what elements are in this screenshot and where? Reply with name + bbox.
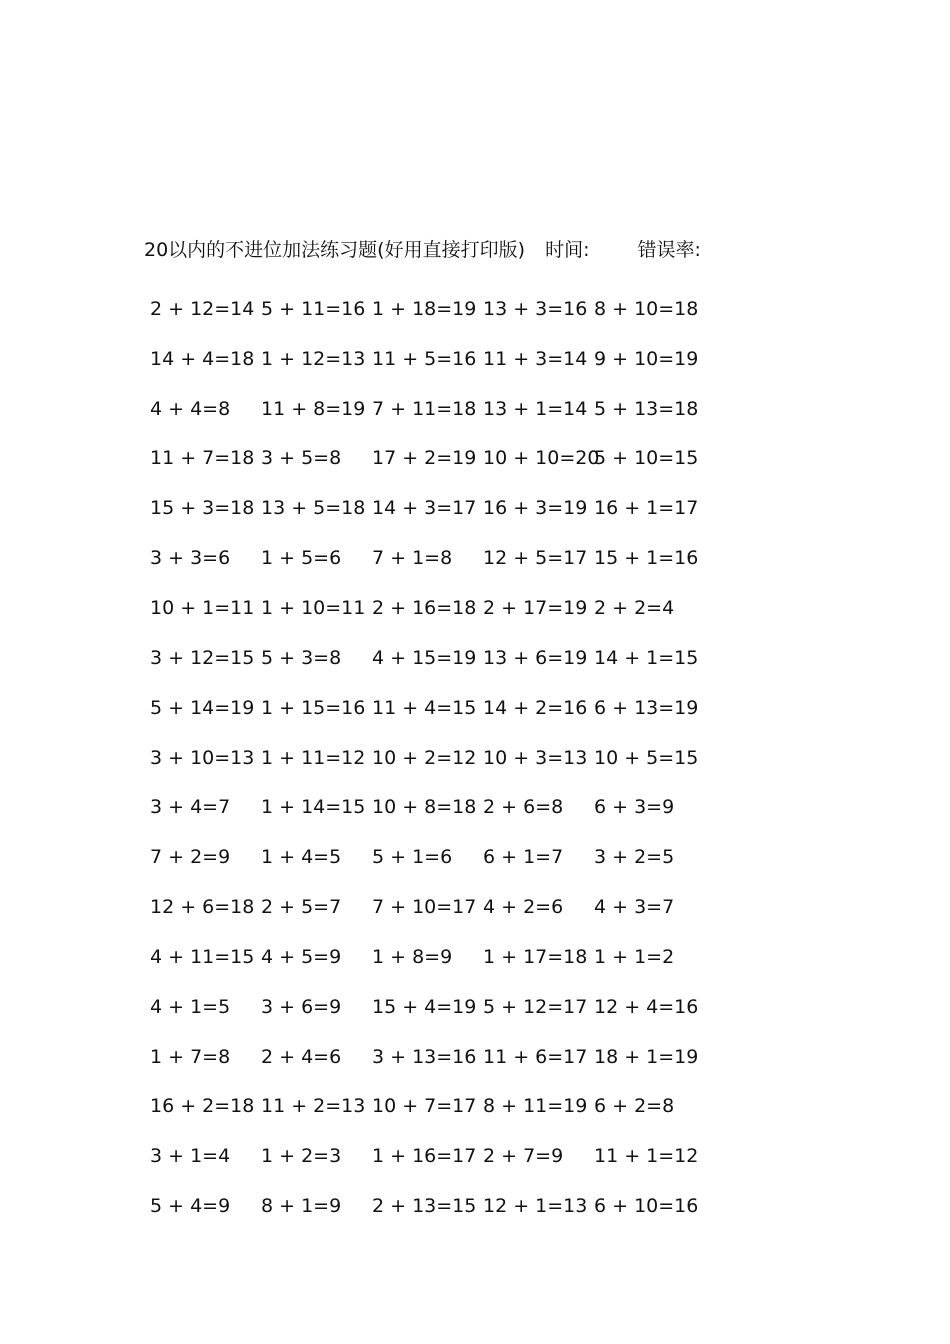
addition-problem: 14 + 1=15 (594, 646, 699, 669)
addition-problem: 7 + 11=18 (372, 397, 477, 420)
addition-problem: 14 + 2=16 (483, 696, 588, 719)
addition-problem: 1 + 7=8 (150, 1045, 231, 1068)
addition-problem: 3 + 13=16 (372, 1045, 477, 1068)
addition-problem: 1 + 4=5 (261, 846, 342, 869)
addition-problem: 3 + 4=7 (150, 796, 231, 819)
addition-problem: 15 + 1=16 (594, 547, 699, 570)
addition-problem: 4 + 5=9 (261, 945, 342, 968)
addition-problem: 11 + 6=17 (483, 1045, 588, 1068)
addition-problem: 4 + 15=19 (372, 646, 477, 669)
addition-problem: 1 + 1=2 (594, 945, 675, 968)
addition-problem: 4 + 1=5 (150, 995, 231, 1018)
addition-problem: 10 + 1=11 (150, 596, 255, 619)
addition-problem: 4 + 3=7 (594, 896, 675, 919)
addition-problem: 2 + 6=8 (483, 796, 564, 819)
addition-problem: 2 + 4=6 (261, 1045, 342, 1068)
addition-problem: 10 + 3=13 (483, 746, 588, 769)
addition-problem: 2 + 7=9 (483, 1145, 564, 1168)
problem-row (150, 882, 730, 932)
error-rate-label: 错误率: (637, 239, 701, 261)
addition-problem: 1 + 14=15 (261, 796, 366, 819)
addition-problem: 3 + 12=15 (150, 646, 255, 669)
problem-row (150, 483, 730, 533)
addition-problem: 6 + 1=7 (483, 846, 564, 869)
addition-problem: 5 + 12=17 (483, 995, 588, 1018)
addition-problem: 11 + 7=18 (150, 447, 255, 470)
addition-problem: 5 + 10=15 (594, 447, 699, 470)
addition-problem: 1 + 5=6 (261, 547, 342, 570)
problem-row (150, 832, 730, 882)
addition-problem: 3 + 1=4 (150, 1145, 231, 1168)
addition-problem: 1 + 2=3 (261, 1145, 342, 1168)
addition-problem: 13 + 3=16 (483, 297, 588, 320)
problem-row (150, 284, 730, 334)
problem-row (150, 932, 730, 982)
problem-row (150, 683, 730, 733)
addition-problem: 2 + 13=15 (372, 1195, 477, 1218)
addition-problem: 5 + 14=19 (150, 696, 255, 719)
addition-problem: 10 + 5=15 (594, 746, 699, 769)
problem-row (150, 1082, 730, 1132)
addition-problem: 5 + 4=9 (150, 1195, 231, 1218)
addition-problem: 8 + 1=9 (261, 1195, 342, 1218)
addition-problem: 10 + 8=18 (372, 796, 477, 819)
problem-row (150, 334, 730, 384)
addition-problem: 7 + 10=17 (372, 896, 477, 919)
addition-problem: 10 + 7=17 (372, 1095, 477, 1118)
addition-problem: 14 + 3=17 (372, 497, 477, 520)
problem-row (150, 633, 730, 683)
addition-problem: 2 + 16=18 (372, 596, 477, 619)
problem-row (150, 982, 730, 1032)
problem-row (150, 384, 730, 434)
addition-problem: 16 + 2=18 (150, 1095, 255, 1118)
addition-problem: 2 + 2=4 (594, 596, 675, 619)
addition-problem: 4 + 11=15 (150, 945, 255, 968)
addition-problem: 5 + 1=6 (372, 846, 453, 869)
addition-problem: 11 + 4=15 (372, 696, 477, 719)
addition-problem: 1 + 8=9 (372, 945, 453, 968)
addition-problem: 2 + 5=7 (261, 896, 342, 919)
addition-problem: 6 + 2=8 (594, 1095, 675, 1118)
problem-row (150, 1181, 730, 1231)
addition-problem: 3 + 6=9 (261, 995, 342, 1018)
addition-problem: 6 + 3=9 (594, 796, 675, 819)
problem-row (150, 583, 730, 633)
problem-row (150, 434, 730, 484)
worksheet-header (144, 236, 701, 264)
addition-problem: 16 + 3=19 (483, 497, 588, 520)
addition-problem: 9 + 10=19 (594, 347, 699, 370)
addition-problem: 12 + 6=18 (150, 896, 255, 919)
addition-problem: 5 + 13=18 (594, 397, 699, 420)
addition-problem: 1 + 17=18 (483, 945, 588, 968)
addition-problem: 12 + 1=13 (483, 1195, 588, 1218)
addition-problem: 13 + 5=18 (261, 497, 366, 520)
addition-problem: 10 + 10=20 (483, 447, 600, 470)
addition-problem: 2 + 12=14 (150, 297, 255, 320)
addition-problem: 3 + 2=5 (594, 846, 675, 869)
addition-problem: 3 + 3=6 (150, 547, 231, 570)
addition-problem: 8 + 11=19 (483, 1095, 588, 1118)
addition-problem: 11 + 5=16 (372, 347, 477, 370)
addition-problem: 18 + 1=19 (594, 1045, 699, 1068)
addition-problem: 6 + 10=16 (594, 1195, 699, 1218)
addition-problem: 1 + 11=12 (261, 746, 366, 769)
addition-problem: 11 + 2=13 (261, 1095, 366, 1118)
addition-problem: 15 + 4=19 (372, 995, 477, 1018)
addition-problem: 17 + 2=19 (372, 447, 477, 470)
addition-problem: 11 + 8=19 (261, 397, 366, 420)
addition-problem: 4 + 4=8 (150, 397, 231, 420)
addition-problem: 5 + 3=8 (261, 646, 342, 669)
addition-problem: 6 + 13=19 (594, 696, 699, 719)
addition-problem: 3 + 10=13 (150, 746, 255, 769)
addition-problem: 1 + 16=17 (372, 1145, 477, 1168)
problem-row (150, 782, 730, 832)
addition-problem: 14 + 4=18 (150, 347, 255, 370)
addition-problem: 3 + 5=8 (261, 447, 342, 470)
addition-problem: 8 + 10=18 (594, 297, 699, 320)
addition-problem: 4 + 2=6 (483, 896, 564, 919)
addition-problem: 7 + 2=9 (150, 846, 231, 869)
addition-problem: 13 + 1=14 (483, 397, 588, 420)
problem-row (150, 1131, 730, 1181)
problem-row (150, 1032, 730, 1082)
problem-grid (150, 284, 730, 1231)
addition-problem: 7 + 1=8 (372, 547, 453, 570)
addition-problem: 11 + 3=14 (483, 347, 588, 370)
addition-problem: 12 + 5=17 (483, 547, 588, 570)
time-label: 时间: (545, 239, 590, 261)
addition-problem: 13 + 6=19 (483, 646, 588, 669)
addition-problem: 1 + 12=13 (261, 347, 366, 370)
addition-problem: 1 + 10=11 (261, 596, 366, 619)
addition-problem: 1 + 15=16 (261, 696, 366, 719)
worksheet-title: 20以内的不进位加法练习题(好用直接打印版) (144, 239, 526, 261)
addition-problem: 11 + 1=12 (594, 1145, 699, 1168)
addition-problem: 16 + 1=17 (594, 497, 699, 520)
addition-problem: 2 + 17=19 (483, 596, 588, 619)
addition-problem: 15 + 3=18 (150, 497, 255, 520)
addition-problem: 12 + 4=16 (594, 995, 699, 1018)
addition-problem: 10 + 2=12 (372, 746, 477, 769)
problem-row (150, 733, 730, 783)
addition-problem: 1 + 18=19 (372, 297, 477, 320)
addition-problem: 5 + 11=16 (261, 297, 366, 320)
problem-row (150, 533, 730, 583)
